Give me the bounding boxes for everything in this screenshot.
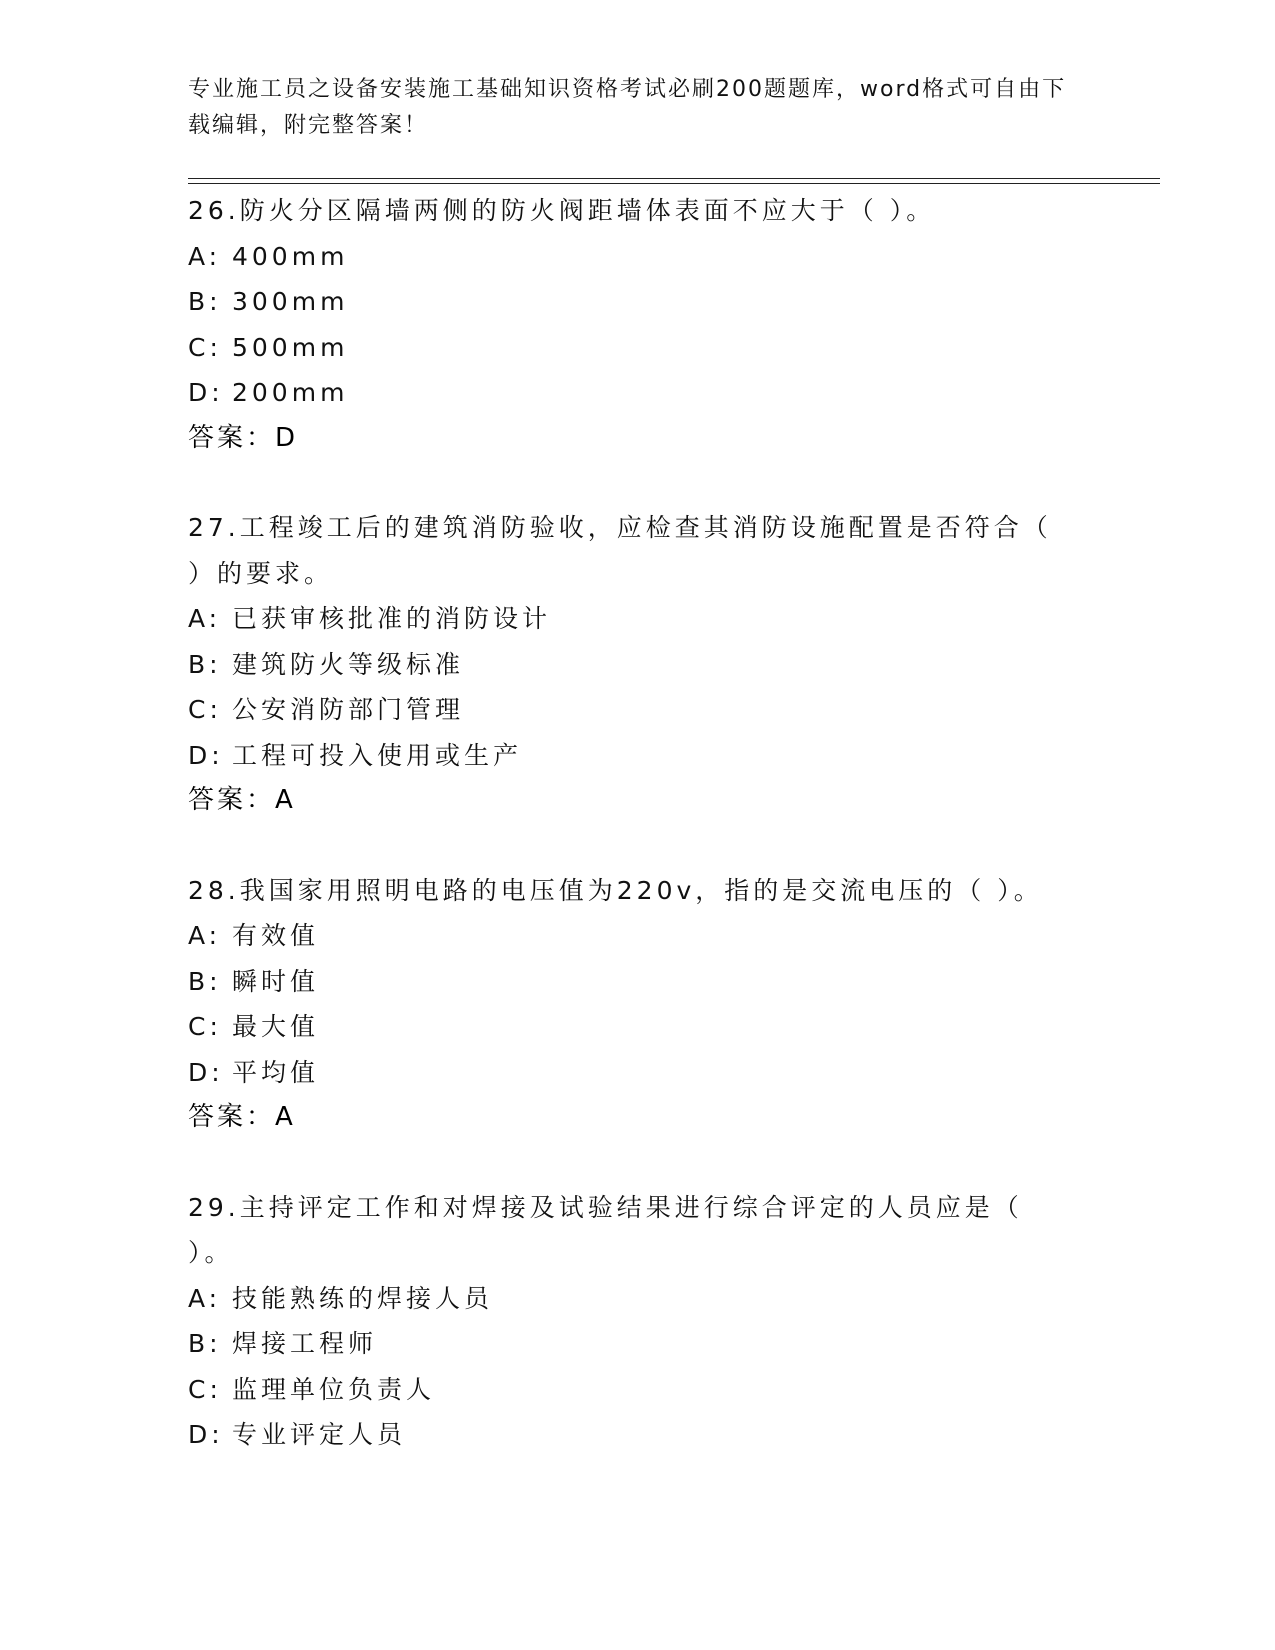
option-text: 专业评定人员	[232, 1420, 407, 1449]
header-divider-top	[188, 178, 1160, 179]
option-text: 200mm	[232, 378, 349, 407]
option-text: 瞬时值	[232, 966, 320, 996]
option-text: 工程可投入使用或生产	[232, 740, 523, 770]
option-key: A:	[188, 241, 222, 271]
option-key: A:	[188, 604, 222, 633]
option-text: 400mm	[232, 241, 349, 271]
option-key: C:	[188, 1374, 222, 1404]
option-text: 500mm	[232, 332, 349, 362]
option-b	[188, 1321, 1068, 1367]
option-c	[188, 325, 1068, 371]
option-b	[188, 642, 1068, 688]
option-key: C:	[188, 1012, 222, 1041]
option-c	[188, 1004, 1068, 1050]
question-stem: 29.主持评定工作和对焊接及试验结果进行综合评定的人员应是（ ）。	[188, 1192, 1035, 1267]
option-d	[188, 733, 1068, 779]
option-a	[188, 913, 1068, 959]
option-c	[188, 1367, 1068, 1413]
header-divider-bottom	[188, 183, 1160, 184]
option-b	[188, 959, 1068, 1005]
question-list	[188, 188, 1068, 1502]
option-key: B:	[188, 966, 222, 996]
option-key: B:	[188, 649, 222, 679]
question-27	[188, 505, 1068, 824]
option-key: D:	[188, 740, 224, 770]
question-29	[188, 1185, 1068, 1458]
document-title: 专业施工员之设备安装施工基础知识资格考试必刷200题题库，word格式可自由下载编辑，附完整答案！	[188, 77, 1067, 138]
answer-label: 答案：D	[188, 422, 299, 453]
option-key: D:	[188, 1420, 224, 1449]
option-text: 建筑防火等级标准	[232, 649, 465, 679]
option-a	[188, 1276, 1068, 1322]
option-text: 平均值	[232, 1057, 320, 1087]
option-key: B:	[188, 1329, 222, 1358]
question-stem: 26.防火分区隔墙两侧的防火阀距墙体表面不应大于（ ）。	[188, 196, 936, 225]
option-c	[188, 687, 1068, 733]
option-a	[188, 234, 1068, 280]
option-text: 公安消防部门管理	[232, 695, 465, 724]
option-key: C:	[188, 695, 222, 724]
option-key: A:	[188, 1283, 222, 1313]
option-text: 300mm	[232, 287, 349, 316]
option-key: D:	[188, 378, 224, 407]
option-d	[188, 370, 1068, 416]
question-stem: 27.工程竣工后的建筑消防验收，应检查其消防设施配置是否符合（ ）的要求。	[188, 513, 1064, 588]
question-26	[188, 188, 1068, 461]
option-a	[188, 596, 1068, 642]
question-stem: 28.我国家用照明电路的电压值为220v，指的是交流电压的（ ）。	[188, 875, 1043, 905]
option-d	[188, 1412, 1068, 1458]
option-text: 有效值	[232, 921, 320, 950]
option-b	[188, 279, 1068, 325]
question-28	[188, 868, 1068, 1141]
option-d	[188, 1050, 1068, 1096]
option-key: B:	[188, 287, 222, 316]
option-text: 监理单位负责人	[232, 1374, 436, 1404]
option-key: C:	[188, 332, 222, 362]
answer-label: 答案：A	[188, 1102, 296, 1132]
option-key: A:	[188, 921, 222, 950]
option-text: 最大值	[232, 1012, 320, 1041]
answer-label: 答案：A	[188, 785, 296, 815]
option-text: 焊接工程师	[232, 1329, 378, 1358]
option-text: 技能熟练的焊接人员	[232, 1283, 494, 1313]
option-text: 已获审核批准的消防设计	[232, 604, 552, 633]
option-key: D:	[188, 1057, 224, 1087]
